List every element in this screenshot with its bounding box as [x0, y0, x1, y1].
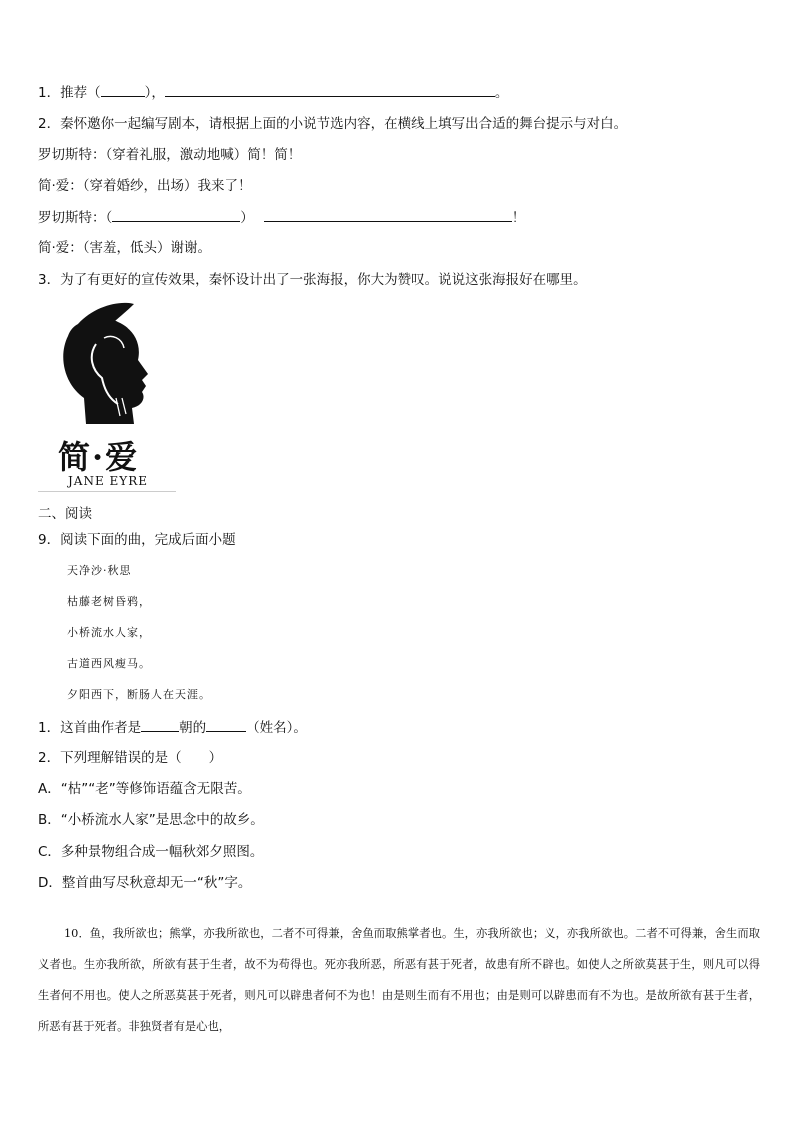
q9-s1-c: （姓名）。	[246, 720, 307, 736]
q1-text: 推荐（	[60, 85, 101, 101]
poster-subtitle: JANE EYRE	[68, 474, 149, 488]
poem-line: 小桥流水人家，	[67, 626, 151, 639]
option-c[interactable]: C．多种景物组合成一幅秋郊夕照图。	[38, 844, 264, 860]
dynasty-blank[interactable]	[141, 718, 179, 732]
script-line-rochester-1: 罗切斯特：（穿着礼服，激动地喊）简！简！	[38, 147, 302, 163]
question-1-recommend	[38, 83, 508, 102]
rochester-2-close: ）	[240, 210, 254, 226]
author-blank[interactable]	[206, 718, 246, 732]
poster-divider	[38, 491, 176, 492]
q1-blank-reason[interactable]	[165, 83, 495, 97]
poem-line: 枯藤老树昏鸦，	[67, 595, 151, 608]
question-10-passage: 10．鱼，我所欲也；熊掌，亦我所欲也，二者不可得兼，舍鱼而取熊掌者也。生，亦我所欲也；义，亦我所欲也。二者不可得兼，舍生而取义者也。生亦我所欲，所欲有甚于生者，故不为苟得也。死亦我所恶，所恶有甚于死者，故患有所不辟也。如使人之所欲莫甚于生，则凡可以得生者何不用也。使人之所恶莫甚于死者，则凡可以辟患者何不为也！由是则生而有不用也；由是则可以辟患而有不为也。是故所欲有甚于生者，所恶有甚于死者。非独贤者有是心也，	[38, 927, 760, 1033]
jane-eyre-poster	[38, 298, 176, 494]
rochester-2-open: 罗切斯特：（	[38, 210, 113, 226]
option-a[interactable]: A．“枯”“老”等修饰语蕴含无限苦。	[38, 781, 251, 797]
poster-title: 简·爱	[58, 438, 140, 476]
stage-direction-blank[interactable]	[112, 208, 240, 222]
q9-sub-1	[38, 718, 307, 737]
poem-line: 古道西风瘦马。	[67, 657, 151, 670]
script-line-jane-1: 简·爱：（穿着婚纱，出场）我来了！	[38, 178, 252, 194]
q9-s1-a: 1．这首曲作者是	[38, 720, 142, 736]
poem-title: 天净沙·秋思	[67, 564, 132, 577]
section-heading-reading: 二、阅读	[38, 506, 92, 522]
question-3-prompt: 3．为了有更好的宣传效果，秦怀设计出了一张海报，你大为赞叹。说说这张海报好在哪里。	[38, 272, 587, 288]
q1-end: 。	[494, 85, 509, 101]
rochester-2-end: ！	[511, 210, 526, 226]
question-2-prompt: 2．秦怀邀你一起编写剧本，请根据上面的小说节选内容，在横线上填写出合适的舞台提示与对白。	[38, 116, 628, 132]
q1-close: ），	[144, 85, 165, 101]
script-line-rochester-2	[38, 208, 525, 227]
silhouette-image	[38, 298, 176, 430]
q1-blank-book[interactable]	[101, 83, 145, 97]
q9-s1-b: 朝的	[179, 720, 207, 736]
dialogue-blank[interactable]	[264, 208, 512, 222]
option-d[interactable]: D．整首曲写尽秋意却无一“秋”字。	[38, 875, 252, 891]
q9-sub-2: 2．下列理解错误的是（ ）	[38, 750, 223, 766]
question-9-prompt: 9．阅读下面的曲，完成后面小题	[38, 532, 236, 548]
option-b[interactable]: B．“小桥流水人家”是思念中的故乡。	[38, 812, 264, 828]
poem-line: 夕阳西下，断肠人在天涯。	[67, 688, 211, 701]
script-line-jane-2: 简·爱：（害羞，低头）谢谢。	[38, 240, 212, 256]
q1-number: 1．	[38, 85, 61, 101]
